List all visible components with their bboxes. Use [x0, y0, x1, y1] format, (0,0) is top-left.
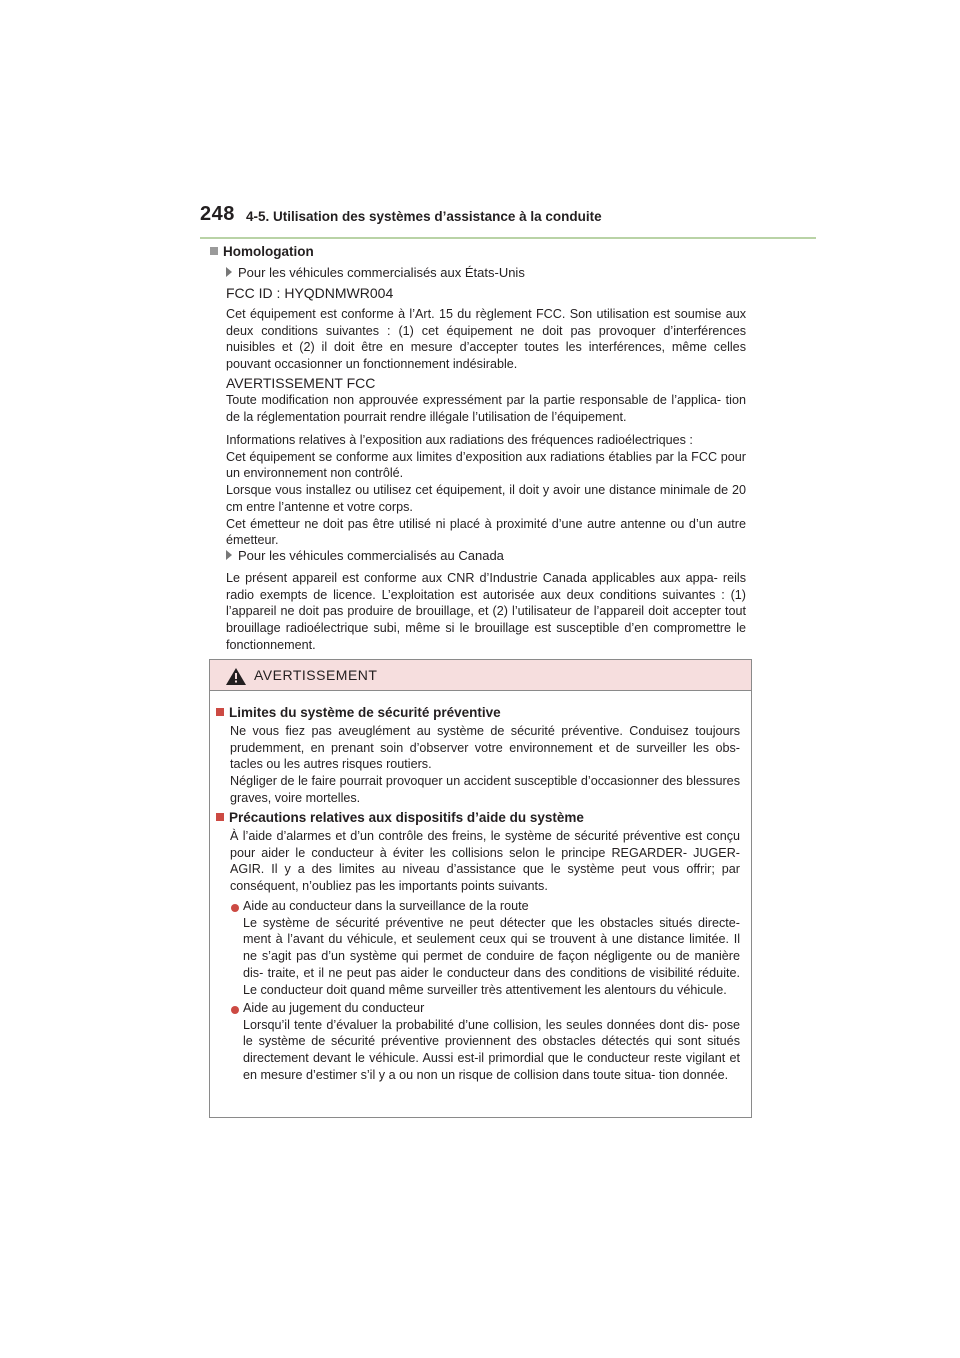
square-bullet-icon [210, 247, 218, 255]
rf-exposure-block [226, 432, 746, 549]
arrow-icon [226, 550, 232, 560]
limits-text: Ne vous fiez pas aveuglément au système de sécurité préventive. Conduisez toujours prudemment, en prenant soin d’observer votre environnement et de surveiller les obs- tacles ou les autres risques routiers. Négliger de le faire pourrait provoquer un accident susceptible d’occasionner des blessures graves, voire mortelles. [230, 724, 740, 805]
page-header [200, 203, 816, 239]
bullet-text: Lorsqu’il tente d’évaluer la probabilité d’une collision, les seules données dont dis- pose le système de sécurité préventive proviennent des obstacles détectés qui sont situés directement devant le véhicule. Aussi est-il primordial que le conducteur reste vigilant et en mesure d’estimer s’il y a ou non un risque de collision dans toute situa- tion donnée. [243, 1017, 740, 1082]
limits-heading: Limites du système de sécurité préventive [216, 705, 501, 720]
arrow-icon [226, 267, 232, 277]
square-bullet-icon [216, 813, 224, 821]
bullet-dot-icon [231, 904, 239, 912]
bullet-dot-icon [231, 1006, 239, 1014]
warning-title: AVERTISSEMENT [254, 667, 378, 683]
warning-box [209, 659, 752, 1118]
page-number: 248 [200, 203, 235, 225]
warning-bar [210, 660, 751, 691]
precautions-heading: Précautions relatives aux dispositifs d’aide du système [216, 810, 584, 825]
fcc-compliance-paragraph: Cet équipement est conforme à l’Art. 15 du règlement FCC. Son utilisation est soumise aux deux conditions suivantes : (1) cet équipement ne doit pas provoquer d’interférences nuisibles et (2) il doit être en mesure d’accepter toutes les interférences, même celles pouvant occasionner un fonctionnement indésirable. [226, 307, 746, 372]
bullet-title: Aide au conducteur dans la surveillance de la route [243, 899, 529, 913]
fcc-warning-title: AVERTISSEMENT FCC [226, 375, 376, 391]
bullet-item [243, 898, 740, 998]
canada-vehicles-label: Pour les véhicules commercialisés au Canada [226, 548, 504, 563]
bullet-title: Aide au jugement du conducteur [243, 1001, 425, 1015]
square-bullet-icon [216, 708, 224, 716]
bullet-text: Le système de sécurité préventive ne peut détecter que les obstacles situés directe- ment à l’avant du véhicule, et seulement ceux qui se trouvent à une distance limitée. Il ne s’agit pas d’un système qui permet de conduire de façon négligente ou de manière dis- traite, et il ne peut pas aider le conducteur dans des conditions de visibilité réduite. Le conducteur doit quand même surveiller très attentivement les alentours du véhicule. [243, 915, 740, 997]
rf-line: Informations relatives à l’exposition aux radiations des fréquences radioélectriques : [226, 433, 693, 447]
fcc-id: FCC ID : HYQDNMWR004 [226, 285, 394, 301]
rf-line: Cet équipement se conforme aux limites d’exposition aux radiations établies par la FCC pour un environnement non contrôlé. [226, 449, 746, 481]
us-vehicles-label: Pour les véhicules commercialisés aux États-Unis [226, 265, 525, 280]
warning-triangle-icon [226, 668, 246, 685]
bullet-item [243, 1000, 740, 1084]
chapter-title: 4-5. Utilisation des systèmes d’assistance à la conduite [246, 209, 602, 224]
canada-paragraph: Le présent appareil est conforme aux CNR d’Industrie Canada applicables aux appa- reils radio exempts de licence. L’exploitation est autorisée aux deux conditions suivantes : (1) l’appareil ne doit pas produire de brouillage, et (2) l’utilisateur de l’appareil doit accepter tout brouillage radioélectrique subi, même si le brouillage est susceptible d’en compromettre le fonctionnement. [226, 571, 746, 652]
rf-line: Cet émetteur ne doit pas être utilisé ni placé à proximité d’une autre antenne ou d’un autre émetteur. [226, 516, 746, 548]
fcc-warning-text: Toute modification non approuvée expressément par la partie responsable de l’applica- tion de la réglementation pourrait rendre illégale l’utilisation de l’équipement. [226, 393, 746, 424]
homologation-heading: Homologation [210, 244, 314, 259]
rf-line: Lorsque vous installez ou utilisez cet équipement, il doit y avoir une distance minimale de 20 cm entre l’antenne et votre corps. [226, 483, 746, 514]
precautions-text: À l’aide d’alarmes et d’un contrôle des freins, le système de sécurité préventive est conçu pour aider le conducteur à éviter les collisions selon le principe REGARDER- JUGER-AGIR. Il y a des limites au niveau d’assistance que le système peut vous offrir; par conséquent, n’oubliez pas les importants points suivants. [230, 829, 740, 894]
